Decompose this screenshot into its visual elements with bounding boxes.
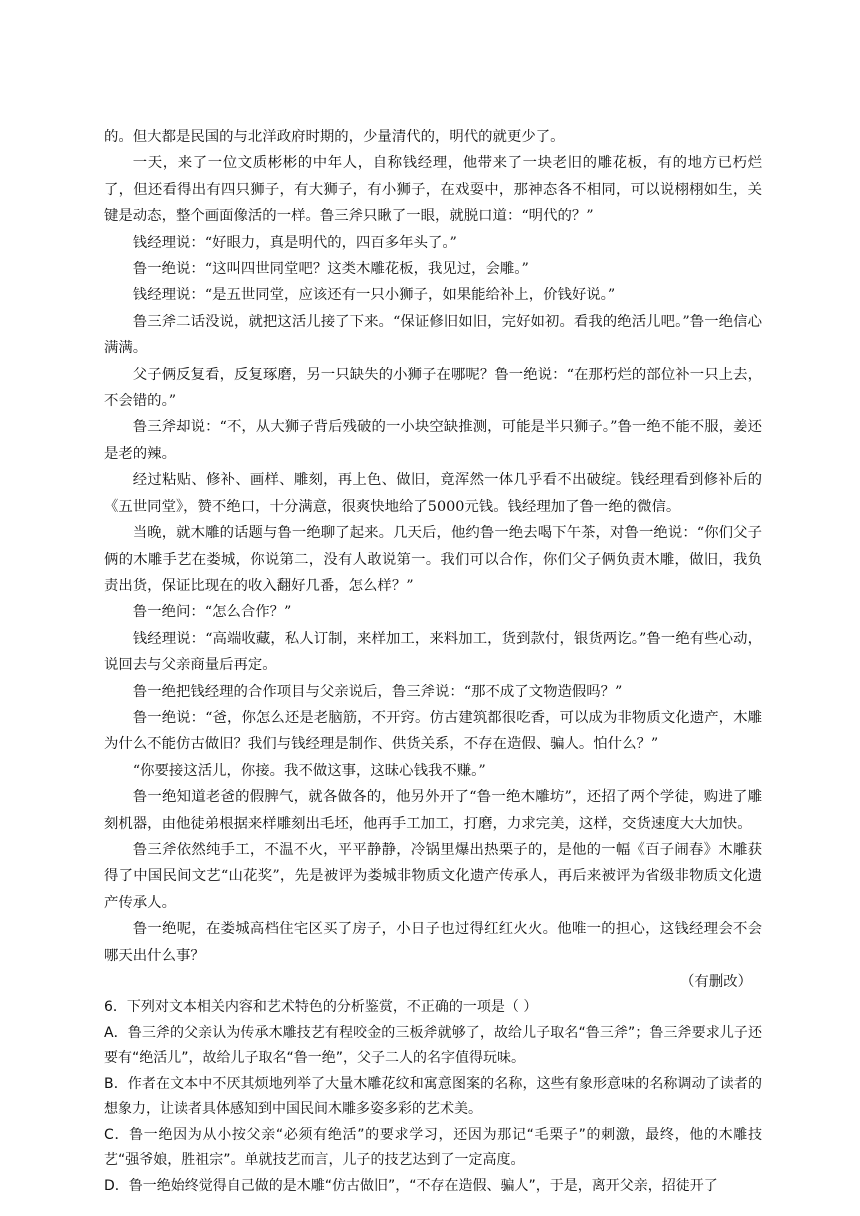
story-paragraph: 钱经理说：“高端收藏，私人订制，来样加工，来料加工，货到款付，银货两讫。”鲁一绝有些心动，说回去与父亲商量后再定。 [104,630,762,674]
story-paragraph: 的。但大都是民国的与北洋政府时期的，少量清代的，明代的就更少了。 [104,129,565,145]
story-paragraph: 鲁一绝呢，在娄城高档住宅区买了房子，小日子也过得红红火火。他唯一的担心，这钱经理会不会哪天出什么事？ [104,921,762,964]
story-paragraph: 鲁一绝问：“怎么合作？” [132,604,292,621]
story-paragraph: 经过粘贴、修补、画样、雕刻，再上色、做旧，竟浑然一体几乎看不出破绽。钱经理看到修补后的《五世同堂》，赞不绝口，十分满意，很爽快地给了5000元钱。钱经理加了鲁一绝的微信。 [104,472,762,515]
story-paragraph: 鲁三斧二话没说，就把这活儿接了下来。“保证修旧如旧，完好如初。看我的绝活儿吧。”鲁一绝信心满满。 [104,313,762,357]
question-6 [104,995,762,1199]
option-a: A．鲁三斧的父亲认为传承木雕技艺有程咬金的三板斧就够了，故给儿子取名“鲁三斧”；鲁三斧要求儿子还要有“绝活儿”，故给儿子取名“鲁一绝”，父子二人的名字值得玩味。 [104,1024,762,1067]
story-paragraph: “你要接这活儿，你接。我不做这事，这昧心钱我不赚。” [132,762,486,779]
story-paragraph: 鲁三斧依然纯手工，不温不火，平平静静，冷锅里爆出热栗子的，是他的一幅《百子闹春》木雕获得了中国民间文艺“山花奖”，先是被评为娄城非物质文化遗产传承人，再后来被评为省级非物质文化遗产传承人。 [104,841,762,911]
document-page [104,124,762,1199]
option-d: D．鲁一绝始终觉得自己做的是木雕“仿古做旧”，“不存在造假、骗人”，于是，离开父亲，招徒开了 [104,1177,718,1194]
source-note: （有删改） [680,974,752,990]
option-c: C．鲁一绝因为从小按父亲“必须有绝活”的要求学习，还因为那记“毛栗子”的刺激，最终，他的木雕技艺“强爷娘，胜祖宗”。单就技艺而言，儿子的技艺达到了一定高度。 [104,1126,762,1169]
story-paragraph: 鲁一绝把钱经理的合作项目与父亲说后，鲁三斧说：“那不成了文物造假吗？” [132,683,623,700]
story-paragraph: 鲁一绝说：“这叫四世同堂吧？这类木雕花板，我见过，会雕。” [132,261,529,278]
story-paragraph: 一天，来了一位文质彬彬的中年人，自称钱经理，他带来了一块老旧的雕花板，有的地方已朽烂了，但还看得出有四只狮子，有大狮子，有小狮子，在戏耍中，那神态各不相同，可以说栩栩如生，关键是动态，整个画面像活的一样。鲁三斧只瞅了一眼，就脱口道：“明代的？” [104,155,762,225]
story-paragraph: 钱经理说：“好眼力，真是明代的，四百多年头了。” [132,234,457,251]
story-paragraph: 鲁三斧却说：“不，从大狮子背后残破的一小块空缺推测，可能是半只狮子。”鲁一绝不能不服，姜还是老的辣。 [104,419,762,462]
story-paragraph: 钱经理说：“是五世同堂，应该还有一只小狮子，如果能给补上，价钱好说。” [132,287,616,304]
question-stem: 6．下列对文本相关内容和艺术特色的分析鉴赏，不正确的一项是（ ） [104,999,538,1016]
story-paragraph: 当晚，就木雕的话题与鲁一绝聊了起来。几天后，他约鲁一绝去喝下午茶，对鲁一绝说：“你们父子俩的木雕手艺在娄城，你说第二，没有人敢说第一。我们可以合作，你们父子俩负责木雕，做旧，我负责出货，保证比现在的收入翻好几番，怎么样？” [104,525,762,594]
story-text [104,124,762,995]
story-paragraph: 父子俩反复看，反复琢磨，另一只缺失的小狮子在哪呢？鲁一绝说：“在那朽烂的部位补一只上去，不会错的。” [104,366,762,410]
story-paragraph: 鲁一绝说：“爸，你怎么还是老脑筋，不开窍。仿古建筑都很吃香，可以成为非物质文化遗产，木雕为什么不能仿古做旧？我们与钱经理是制作、供货关系，不存在造假、骗人。怕什么？” [104,709,762,753]
story-paragraph: 鲁一绝知道老爸的假脾气，就各做各的，他另外开了“鲁一绝木雕坊”，还招了两个学徒，购进了雕刻机器，由他徒弟根据来样雕刻出毛坯，他再手工加工，打磨，力求完美，这样，交货速度大大加快。 [104,789,762,832]
option-b: B．作者在文本中不厌其烦地列举了大量木雕花纹和寓意图案的名称，这些有象形意味的名称调动了读者的想象力，让读者具体感知到中国民间木雕多姿多彩的艺术美。 [104,1075,762,1118]
